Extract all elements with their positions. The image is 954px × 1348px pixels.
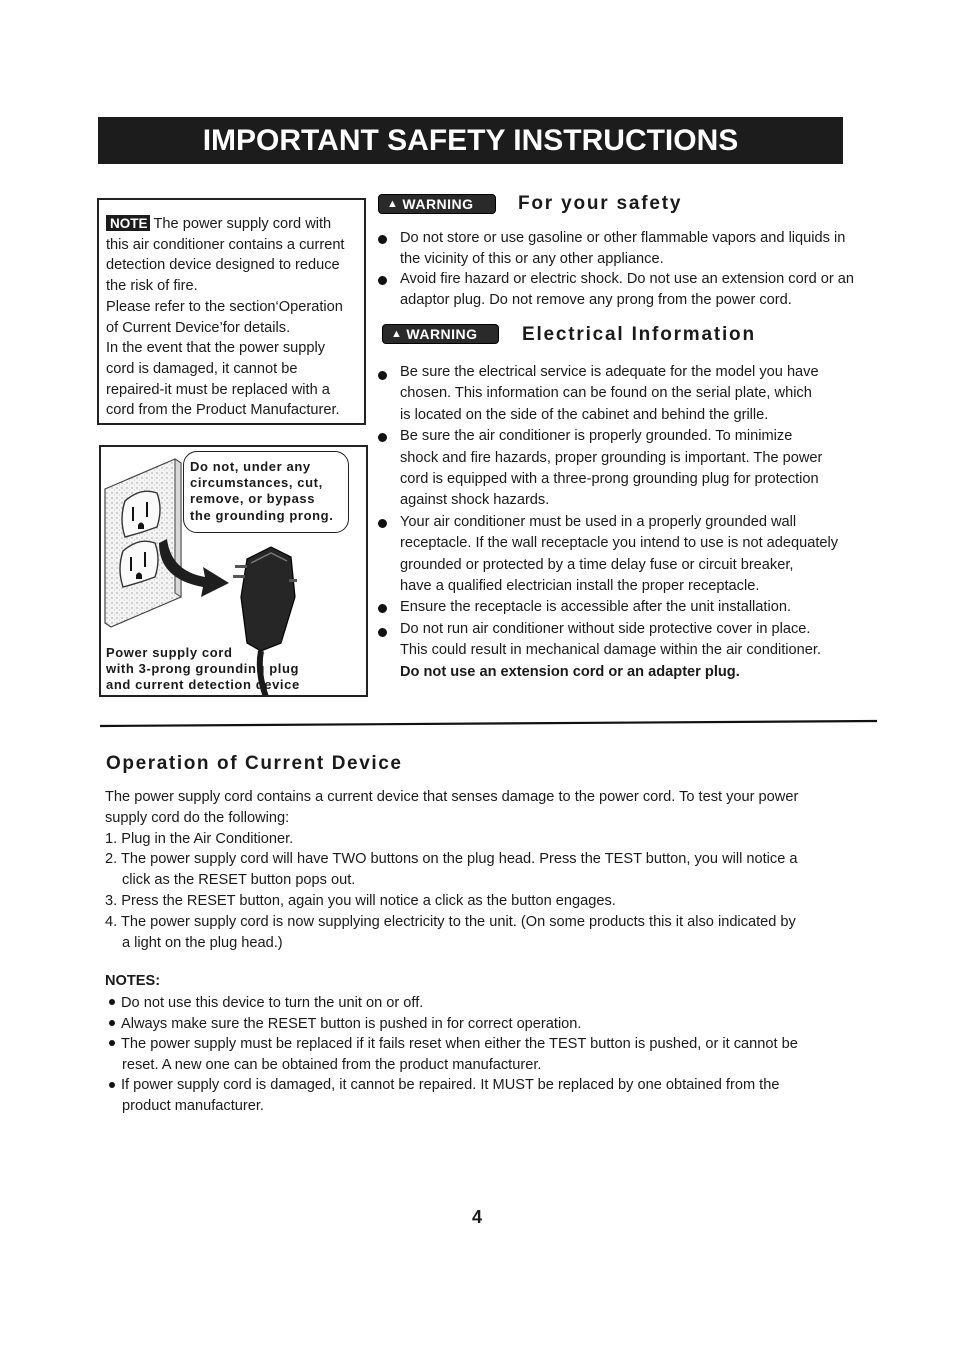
list-item: Always make sure the RESET button is pushed in for correct operation. <box>105 1014 798 1035</box>
operation-heading: Operation of Current Device <box>106 753 403 774</box>
list-item: If power supply cord is damaged, it cannot be repaired. It MUST be replaced by one obtained from the product manufacturer. <box>105 1075 798 1116</box>
list-item: Do not run air conditioner without side protective cover in place. This could result in mechanical damage within the air conditioner. Do not use an extension cord or an adapter plug. <box>378 619 898 683</box>
list-item: Do not use this device to turn the unit on or off. <box>105 993 798 1014</box>
bullet-icon <box>378 235 387 244</box>
list-item: Be sure the air conditioner is properly grounded. To minimize shock and fire hazards, proper grounding is important. The power cord is equipped with a three-prong grounding plug for protection against shock hazards. <box>378 426 898 512</box>
safety-heading: For your safety <box>518 193 683 214</box>
figure-caption: Power supply cord with 3-prong grounding plug and current detection device <box>106 645 300 693</box>
list-item: 2. The power supply cord will have TWO buttons on the plug head. Press the TEST button, you will notice a click as the RESET button pops out. <box>105 851 798 889</box>
electrical-heading: Electrical Information <box>522 324 756 345</box>
list-item: 1. Plug in the Air Conditioner. <box>105 830 294 847</box>
warning-triangle-icon: ▲ <box>391 328 403 340</box>
note-line-10: cord from the Product Manufacturer. <box>106 402 340 419</box>
bullet-icon <box>109 1040 115 1046</box>
bullet-icon <box>378 604 387 613</box>
note-line-7: In the event that the power supply <box>106 340 326 357</box>
warning-triangle-icon: ▲ <box>387 198 399 210</box>
note-box <box>97 198 366 425</box>
bullet-icon <box>378 433 387 442</box>
note-line-5: Please refer to the section‘Operation <box>106 298 343 315</box>
bullet-icon <box>109 1020 115 1026</box>
electrical-bullets <box>378 362 898 683</box>
note-line-2: this air conditioner contains a current <box>106 236 345 253</box>
bullet-icon <box>378 276 387 285</box>
note-line-3: detection device designed to reduce <box>106 257 340 274</box>
list-item: 3. Press the RESET button, again you will notice a click as the button engages. <box>105 892 616 909</box>
grounding-callout: Do not, under any circumstances, cut, remove, or bypass the grounding prong. <box>190 459 334 523</box>
list-item: Your air conditioner must be used in a properly grounded wall receptacle. If the wall receptacle you intend to use is not adequately grounded or protected by a time delay fuse or circuit breaker, have a qualified electrician install the proper receptacle. <box>378 512 898 598</box>
page-title: IMPORTANT SAFETY INSTRUCTIONS <box>202 123 739 157</box>
note-line-8: cord is damaged, it cannot be <box>106 360 298 377</box>
bullet-icon <box>378 519 387 528</box>
section-divider <box>100 719 877 729</box>
page-number: 4 <box>471 1207 482 1227</box>
list-item: Ensure the receptacle is accessible after the unit installation. <box>378 597 898 618</box>
note-label: NOTE <box>106 215 150 231</box>
note-line-4: the risk of fire. <box>106 278 198 295</box>
warning-badge-electrical: ▲ WARNING <box>382 324 499 344</box>
list-item: Do not store or use gasoline or other flammable vapors and liquids in the vicinity of this or any other appliance. <box>378 228 898 269</box>
title-banner <box>98 117 843 164</box>
list-item: The power supply must be replaced if it fails reset when either the TEST button is pushed, or it cannot be reset. A new one can be obtained from the product manufacturer. <box>105 1034 798 1075</box>
bullet-icon <box>378 371 387 380</box>
notes-list <box>105 993 798 1117</box>
bullet-icon <box>378 628 387 637</box>
list-item: 4. The power supply cord is now supplying electricity to the unit. (On some products this it also indicated by a light on the plug head.) <box>105 913 796 951</box>
list-item: Avoid fire hazard or electric shock. Do not use an extension cord or an adaptor plug. Do not remove any prong from the power cord. <box>378 269 898 310</box>
safety-bullets <box>378 228 898 310</box>
bullet-icon <box>109 1082 115 1088</box>
bullet-icon <box>109 999 115 1005</box>
list-item: Be sure the electrical service is adequate for the model you have chosen. This information can be found on the serial plate, which is located on the side of the cabinet and behind the grille. <box>378 362 898 426</box>
note-line-9: repaired-it must be replaced with a <box>106 381 330 398</box>
notes-heading: NOTES: <box>105 973 161 989</box>
operation-body: The power supply cord contains a current device that senses damage to the power cord. To test your power supply cord do the following: 1. Plug in the Air Conditioner. 2. The power supply cord will have TWO buttons on the plug head. Press the TEST button, you will notice a click as the RESET button pops out. 3. Press the RESET button, again you will notice a click as the button engages. 4. The power supply cord is now supplying electricity to the unit. (On some products this it also indicated by a light on the plug head.) <box>105 787 798 953</box>
warning-badge-safety: ▲ WARNING <box>378 194 496 214</box>
note-line-1: NOTE The power supply cord with <box>106 214 358 235</box>
note-line-6: of Current Device’for details. <box>106 319 291 336</box>
extension-cord-warning: Do not use an extension cord or an adapter plug. <box>400 663 740 680</box>
